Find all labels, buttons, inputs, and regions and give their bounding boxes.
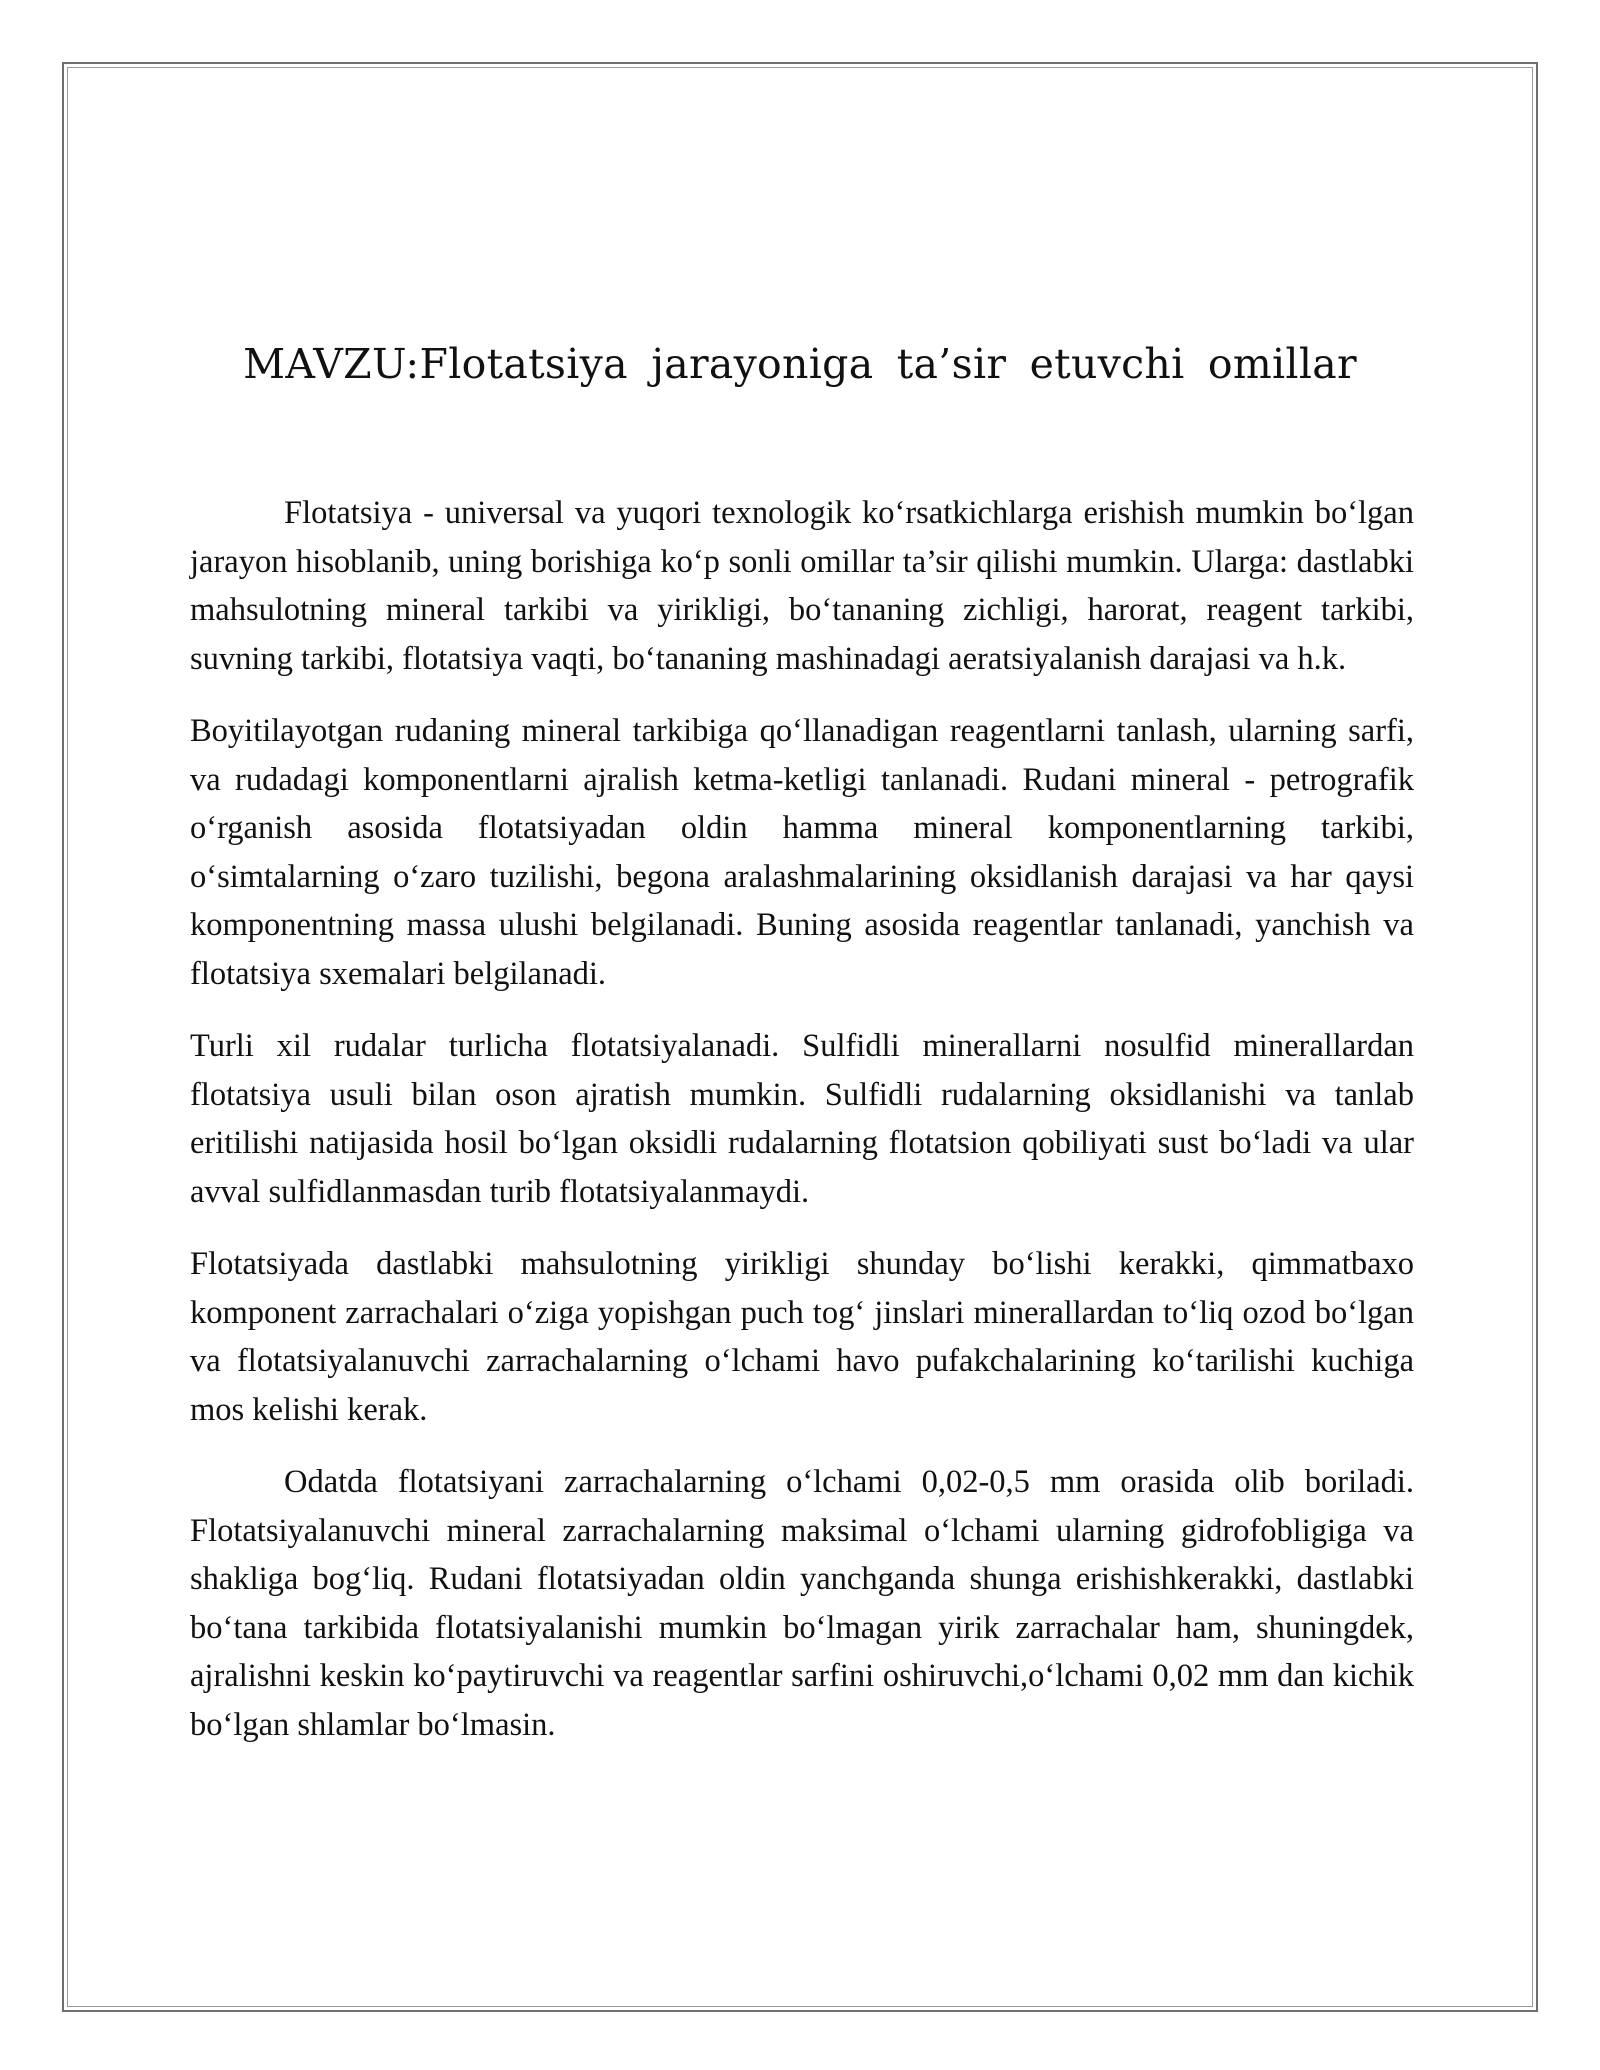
document-title: MAVZU:Flotatsiya jarayoniga ta’sir etuvchi omillar (243, 340, 1357, 388)
paragraph: Boyitilayotgan rudaning mineral tarkibiga qo‘llanadigan reagentlarni tanlash, ularning sarfi, va rudadagi komponentlarni ajralish ketma-ketligi tanlanadi. Rudani mineral - petrografik o‘rganish asosida flotatsiyadan oldin hamma mineral komponentlarning tarkibi, o‘simtalarning o‘zaro tuzilishi, begona aralashmalarining oksidlanish darajasi va har qaysi komponentning massa ulushi belgilanadi. Buning asosida reagentlar tanlanadi, yanchish va flotatsiya sxemalari belgilanadi. (190, 713, 1414, 992)
paragraph: Flotatsiyada dastlabki mahsulotning yirikligi shunday bo‘lishi kerakki, qimmatbaxo komponent zarrachalari o‘ziga yopishgan puch tog‘ jinslari minerallardan to‘liq ozod bo‘lgan va flotatsiyalanuvchi zarrachalarning o‘lchami havo pufakchalarining ko‘tarilishi kuchiga mos kelishi kerak. (190, 1246, 1414, 1428)
document-body (190, 489, 1414, 1749)
paragraph: Turli xil rudalar turlicha flotatsiyalanadi. Sulfidli minerallarni nosulfid minerallardan flotatsiya usuli bilan oson ajratish mumkin. Sulfidli rudalarning oksidlanishi va tanlab eritilishi natijasida hosil bo‘lgan oksidli rudalarning flotatsion qobiliyati sust bo‘ladi va ular avval sulfidlanmasdan turib flotatsiyalanmaydi. (190, 1028, 1414, 1210)
paragraph: Flotatsiya - universal va yuqori texnologik ko‘rsatkichlarga erishish mumkin bo‘lgan jarayon hisoblanib, uning borishiga ko‘p sonli omillar ta’sir qilishi mumkin. Ularga: dastlabki mahsulotning mineral tarkibi va yirikligi, bo‘tananing zichligi, harorat, reagent tarkibi, suvning tarkibi, flotatsiya vaqti, bo‘tananing mashinadagi aeratsiyalanish darajasi va h.k. (190, 495, 1414, 677)
paragraph: Odatda flotatsiyani zarrachalarning o‘lchami 0,02-0,5 mm orasida olib boriladi. Flotatsiyalanuvchi mineral zarrachalarning maksimal o‘lchami ularning gidrofobligiga va shakliga bog‘liq. Rudani flotatsiyadan oldin yanchganda shunga erishishkerakki, dastlabki bo‘tana tarkibida flotatsiyalanishi mumkin bo‘lmagan yirik zarrachalar ham, shuningdek, ajralishni keskin ko‘paytiruvchi va reagentlar sarfini oshiruvchi,o‘lchami 0,02 mm dan kichik bo‘lgan shlamlar bo‘lmasin. (190, 1464, 1414, 1743)
